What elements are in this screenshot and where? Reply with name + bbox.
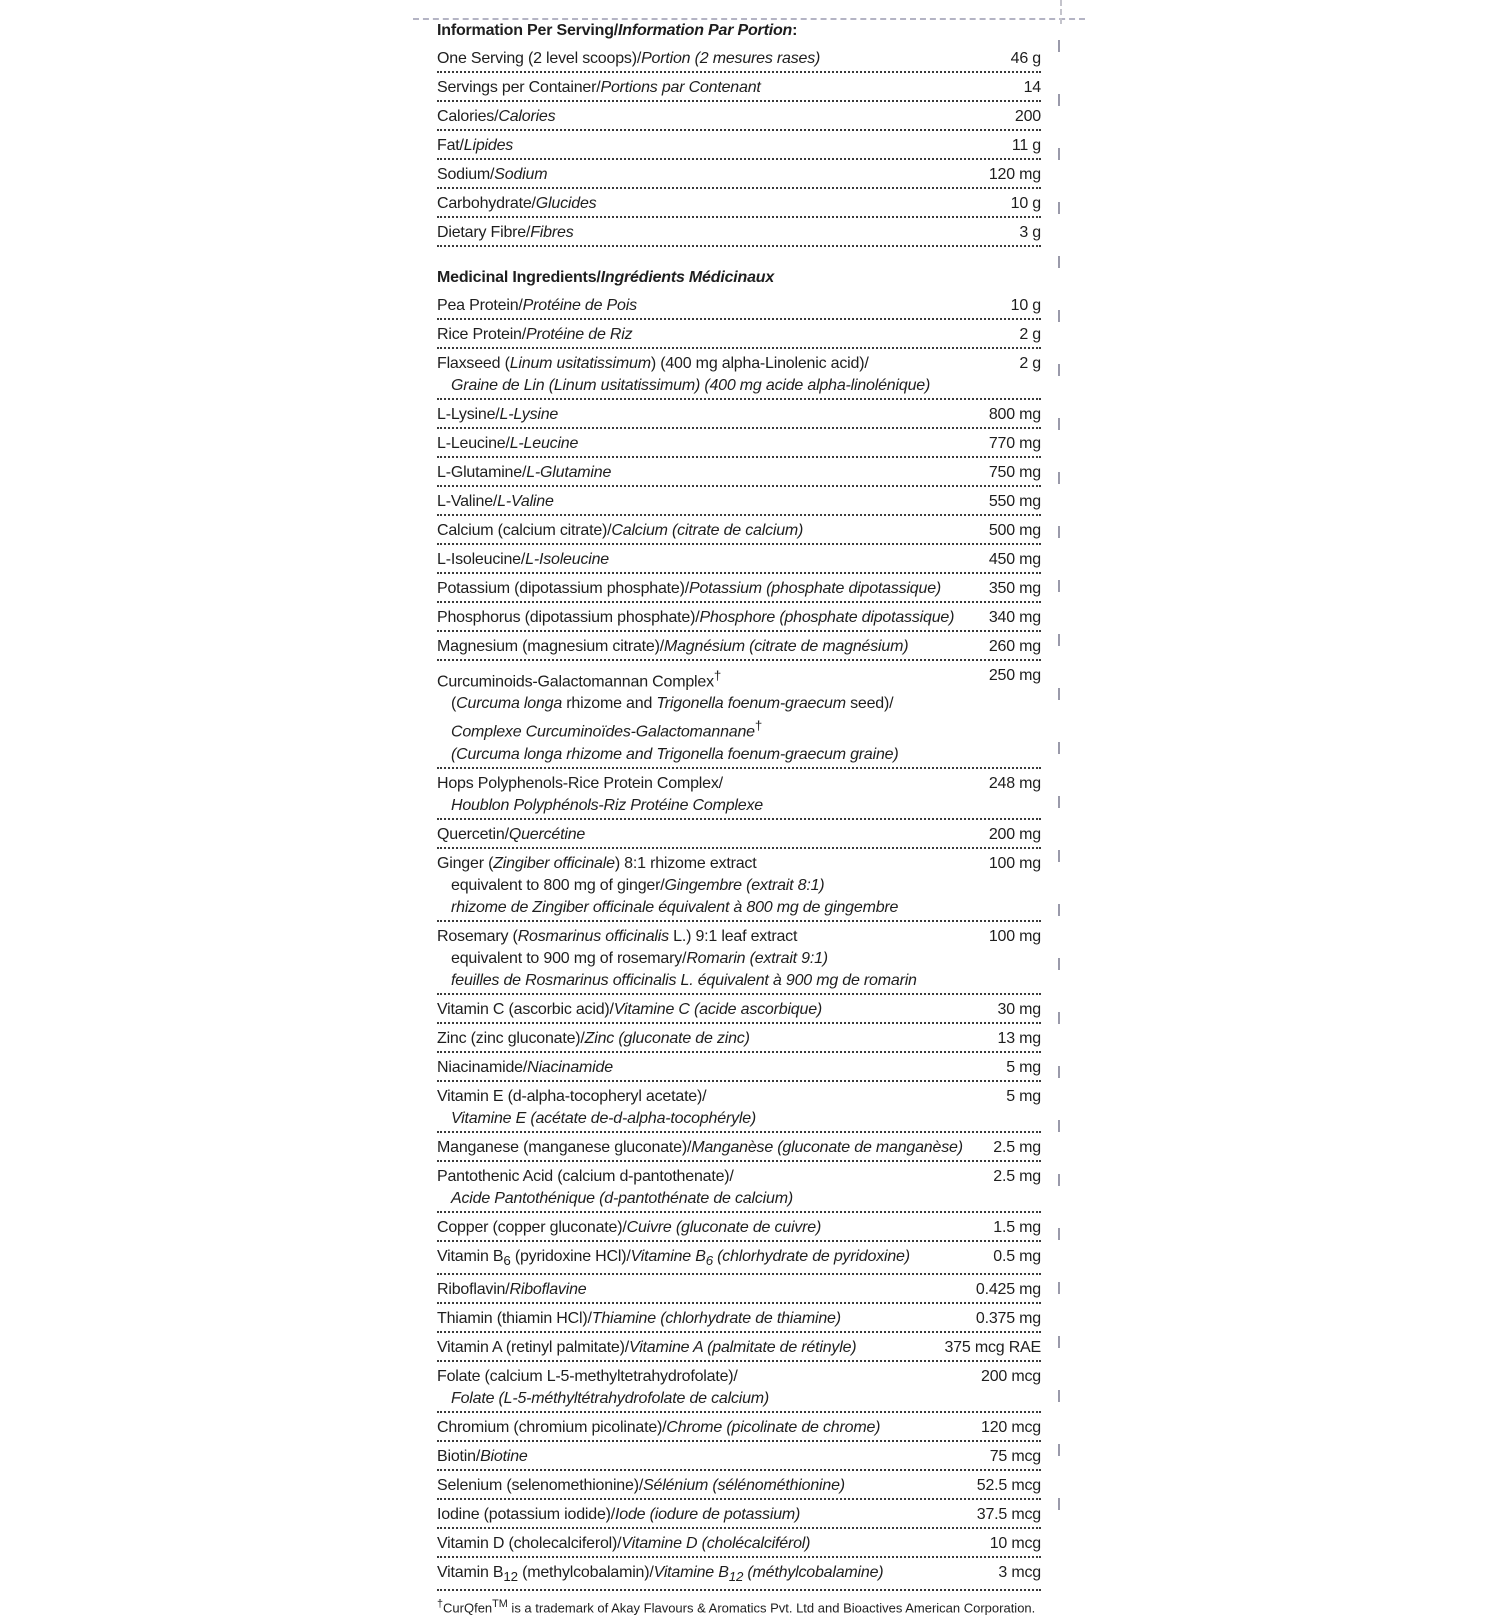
row-label: Zinc (zinc gluconate)/Zinc (gluconate de zinc) [437,1029,750,1047]
row-label: Carbohydrate/Glucides [437,195,597,212]
row-label: Phosphorus (dipotassium phosphate)/Phosphore (phosphate dipotassique) [437,609,955,626]
edge-tick [1058,1174,1060,1186]
serving-info-table [437,44,1041,247]
edge-tick [1058,256,1060,268]
row-label: L-Lysine/L-Lysine [437,406,559,423]
row-label: L-Isoleucine/L-Isoleucine [437,551,609,568]
serving-row [437,73,1041,102]
ingredient-row: Manganese (manganese gluconate)/Manganèse (gluconate de manganèse) 2.5 mg [437,1133,1041,1162]
row-value: 5 mg [1006,1058,1041,1076]
row-value: 500 mg [988,522,1041,539]
row-label: L-Leucine/L-Leucine [437,435,579,452]
label-edge-ticks [1058,20,1064,1500]
ingredient-row [437,1333,1041,1362]
ingredient-row-hops: Hops Polyphenols-Rice Protein Complex/ Houblon Polyphénols-Riz Protéine Complexe 248 mg [437,769,1041,820]
row-value: 350 mg [988,580,1041,597]
ingredient-row [437,487,1041,516]
ingredient-row [437,400,1041,429]
edge-tick [1058,958,1060,970]
edge-tick [1058,796,1060,808]
ingredient-row [437,603,1041,632]
row-label: Riboflavin/Riboflavine [437,1280,587,1298]
row-label: Vitamin C (ascorbic acid)/Vitamine C (acide ascorbique) [437,1000,823,1018]
row-value: 550 mg [988,493,1041,510]
row-label: Biotin/Biotine [437,1447,528,1465]
row-label: Dietary Fibre/Fibres [437,224,574,241]
ingredient-row: Copper (copper gluconate)/Cuivre (gluconate de cuivre) 1.5 mg [437,1213,1041,1242]
row-value: 10 mcg [989,1534,1041,1552]
edge-tick [1058,1066,1060,1078]
ingredient-row [437,429,1041,458]
medicinal-ingredients-heading: Medicinal Ingredients/Ingrédients Médicinaux [437,269,775,286]
ingredient-row-vitamin-b6: Vitamin $B_6$ (pyridoxine HCl)/Vitamine $B_6$ (chlorhydrate de pyridoxine) 0.5 mg [437,1242,1041,1275]
row-label: Calories/Calories [437,108,556,125]
edge-tick [1058,634,1060,646]
row-value: 450 mg [988,551,1041,568]
serving-row [437,160,1041,189]
row-label: One Serving (2 level scoops)/Portion (2 mesures rases) [437,50,821,67]
row-label: Calcium (calcium citrate)/Calcium (citrate de calcium) [437,522,804,539]
ingredient-row [437,574,1041,603]
edge-tick [1058,418,1060,430]
edge-tick [1058,688,1060,700]
trademark-footnote: †CurQfen™ is a trademark of Akay Flavours & Aromatics Pvt. Ltd and Bioactives American Corporation. [437,1598,1036,1616]
ingredient-row [437,1471,1041,1500]
edge-tick [1058,364,1060,376]
row-label: Chromium (chromium picolinate)/Chrome (picolinate de chrome) [437,1418,881,1436]
edge-tick [1058,742,1060,754]
edge-tick [1058,1444,1060,1456]
row-value: 10 g [1010,195,1041,212]
ingredient-row-flaxseed: Flaxseed (Linum usitatissimum) (400 mg alpha-Linolenic acid)/ Graine de Lin (Linum usitatissimum) (400 mg acide alpha-linolénique) 2 g [437,349,1041,400]
edge-tick [1058,904,1060,916]
row-label: Vitamin D (cholecalciferol)/Vitamine D (cholécalciférol) [437,1534,811,1552]
ingredient-row [437,1442,1041,1471]
row-value: 120 mcg [981,1418,1041,1436]
edge-tick [1058,1390,1060,1402]
row-value: 46 g [1010,50,1041,67]
edge-tick [1058,202,1060,214]
ingredient-row [437,1500,1041,1529]
serving-row [437,189,1041,218]
serving-row [437,44,1041,73]
row-value: 30 mg [997,1000,1041,1018]
ingredient-row [437,995,1041,1024]
row-label: Servings per Container/Portions par Contenant [437,79,761,96]
row-label: Selenium (selenomethionine)/Sélénium (sélénométhionine) [437,1476,845,1494]
ingredient-row [437,516,1041,545]
ingredient-row-ginger: Ginger (Zingiber officinale) 8:1 rhizome extract equivalent to 800 mg of ginger/Gingembre (extrait 8:1) rhizome de Zingiber officinale équivalent à 800 mg de gingembre 100 mg [437,849,1041,922]
edge-tick [1058,1336,1060,1348]
edge-tick [1058,148,1060,160]
edge-tick [1058,40,1060,52]
row-value: 750 mg [988,464,1041,481]
row-label: Potassium (dipotassium phosphate)/Potassium (phosphate dipotassique) [437,580,942,597]
row-value: 14 [1023,79,1041,96]
serving-row [437,218,1041,247]
row-label: Sodium/Sodium [437,166,548,183]
ingredient-row-curcuminoids: Curcuminoids-Galactomannan Complex† (Curcuma longa rhizome and Trigonella foenum-graecum seed)/ Complexe Curcuminoïdes-Galactomannane† (Curcuma longa rhizome and Trigonella foenum-graecum graine) 250 mg [437,661,1041,769]
row-label: Iodine (potassium iodide)/Iode (iodure de potassium) [437,1505,801,1523]
edge-tick [1058,1228,1060,1240]
ingredient-row [437,1413,1041,1442]
row-value: 200 [1014,108,1041,125]
row-label: Fat/Lipides [437,137,514,154]
edge-tick [1058,580,1060,592]
row-label: Vitamin A (retinyl palmitate)/Vitamine A (palmitate de rétinyle) [437,1338,857,1356]
supplement-facts-label [437,20,1041,1616]
row-value: 770 mg [988,435,1041,452]
edge-tick [1058,94,1060,106]
row-label: Thiamin (thiamin HCl)/Thiamine (chlorhydrate de thiamine) [437,1309,841,1327]
row-value: 340 mg [988,609,1041,626]
ingredient-row [437,458,1041,487]
ingredient-row [437,1304,1041,1333]
ingredient-row [437,632,1041,661]
row-value: 375 mcg RAE [944,1338,1041,1356]
ingredient-row [437,1275,1041,1304]
row-value: 3 g [1019,224,1041,241]
edge-tick [1058,850,1060,862]
serving-row [437,102,1041,131]
ingredient-row-rosemary: Rosemary (Rosmarinus officinalis L.) 9:1 leaf extract equivalent to 900 mg of rosemary/Romarin (extrait 9:1) feuilles de Rosmarinus officinalis L. équivalent à 900 mg de romarin 100 mg [437,922,1041,995]
row-value: 52.5 mcg [976,1476,1041,1494]
row-value: 0.375 mg [975,1309,1041,1327]
edge-tick [1058,1012,1060,1024]
row-label: Magnesium (magnesium citrate)/Magnésium (citrate de magnésium) [437,638,909,655]
edge-tick [1058,472,1060,484]
ingredient-row: Quercetin/Quercétine 200 mg [437,820,1041,849]
ingredient-row [437,1529,1041,1558]
ingredient-row-vitamin-e: Vitamin E (d-alpha-tocopheryl acetate)/ Vitamine E (acétate de-d-alpha-tocophéryle) 5 mg [437,1082,1041,1133]
ingredient-row [437,1024,1041,1053]
serving-info-heading: Information Per Serving/Information Par Portion: [437,22,798,39]
ingredient-row: Rice Protein/Protéine de Riz 2 g [437,320,1041,349]
row-value: 120 mg [988,166,1041,183]
row-label: L-Glutamine/L-Glutamine [437,464,612,481]
row-label: L-Valine/L-Valine [437,493,554,510]
medicinal-ingredients-table [437,291,1041,1591]
row-value: 0.425 mg [975,1280,1041,1298]
edge-tick [1058,526,1060,538]
ingredient-row-folate: Folate (calcium L-5-methyltetrahydrofolate)/ Folate (L-5-méthyltétrahydrofolate de calcium) 200 mcg [437,1362,1041,1413]
ingredient-row [437,1053,1041,1082]
ingredient-row [437,545,1041,574]
row-value: 75 mcg [989,1447,1041,1465]
edge-tick [1058,1282,1060,1294]
serving-row [437,131,1041,160]
row-value: 37.5 mcg [976,1505,1041,1523]
edge-tick [1058,310,1060,322]
row-value: 11 g [1011,137,1041,154]
ingredient-row-vitamin-b12: Vitamin $B_{12}$ (methylcobalamin)/Vitamine $B_{12}$ (méthylcobalamine) 3 mcg [437,1558,1041,1591]
row-label: Niacinamide/Niacinamide [437,1058,613,1076]
row-value: 260 mg [988,638,1041,655]
row-value: 13 mg [997,1029,1041,1047]
edge-tick [1058,1120,1060,1132]
row-value: 800 mg [988,406,1041,423]
ingredient-row-pantothenic-acid: Pantothenic Acid (calcium d-pantothenate)/ Acide Pantothénique (d-pantothénate de calcium) 2.5 mg [437,1162,1041,1213]
ingredient-row: Pea Protein/Protéine de Pois 10 g [437,291,1041,320]
